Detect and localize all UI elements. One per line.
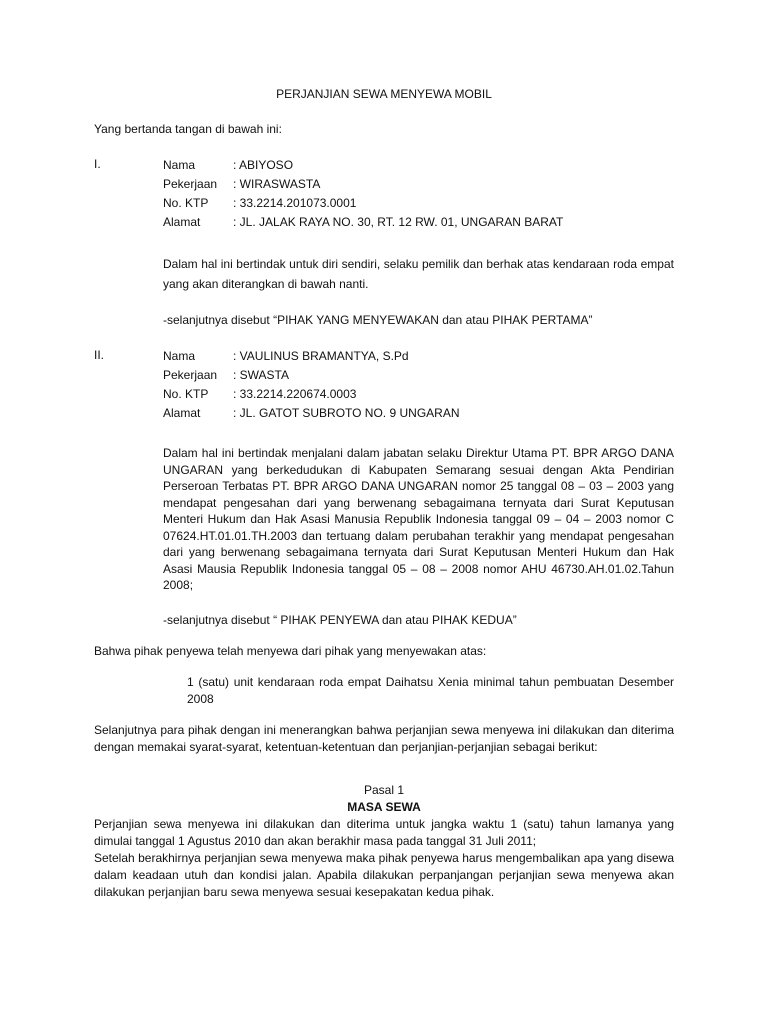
party-two [94,347,674,629]
field-value: : JL. GATOT SUBROTO NO. 9 UNGARAN [233,406,460,420]
party-one-job-row [163,175,674,194]
party-one-ktp-row [163,194,674,213]
party-two-number: II. [94,348,105,362]
party-two-address-row [163,404,674,423]
rental-statement: Bahwa pihak penyewa telah menyewa dari pihak yang menyewakan atas: [94,643,487,658]
field-label: Alamat [163,215,201,229]
field-label: No. KTP [163,196,209,210]
party-two-referred-as: -selanjutnya disebut “ PIHAK PENYEWA dan atau PIHAK KEDUA” [163,612,517,627]
pasal-heading: MASA SEWA [347,799,421,814]
pasal-paragraph-two: Setelah berakhirnya perjanjian sewa menyewa maka pihak penyewa harus mengembalikan apa yang disewa dalam keadaan utuh dan kondisi jalan. Apabila dilakukan perpanjangan perjanjian sewa menyewa akan dilakukan perjanjian baru sewa menyewa sesuai kesepakatan kedua pihak. [94,850,674,899]
field-value: : JL. JALAK RAYA NO. 30, RT. 12 RW. 01, UNGARAN BARAT [233,215,564,229]
agreement-text: Selanjutnya para pihak dengan ini menerangkan bahwa perjanjian sewa menyewa ini dilakukan dan diterima dengan memakai syarat-syarat, ketentuan-ketentuan dan perjanjian-perjanjian sebagai berikut: [94,722,674,754]
party-two-description: Dalam hal ini bertindak menjalani dalam jabatan selaku Direktur Utama PT. BPR ARGO DANA UNGARAN yang berkedudukan di Kabupaten Semarang sesuai dengan Akta Pendirian Perseroan Terbatas PT. BPR ARGO DANA UNGARAN nomor 25 tanggal 08 – 03 – 2003 yang mendapat pengesahan dari yang berwenang sebagaimana ternyata dari Surat Keputusan Menteri Hukum dan Hak Asasi Manusia Republik Indonesia tanggal 09 – 04 – 2003 nomor C 07624.HT.01.01.TH.2003 dan tertuang dalam perubahan terakhir yang mendapat pengesahan dari yang berwenang sebagaimana ternyata dari Surat Keputusan Menteri Hukum dan Hak Asasi Mausia Republik Indonesia tanggal 05 – 08 – 2008 nomor AHU 46730.AH.01.02.Tahun 2008; [163,446,674,592]
field-label: Nama [163,349,196,363]
pasal-number: Pasal 1 [363,782,405,797]
field-value: : WIRASWASTA [233,177,321,191]
field-label: Nama [163,158,196,172]
pasal-paragraph-one: Perjanjian sewa menyewa ini dilakukan dan diterima untuk jangka waktu 1 (satu) tahun lamanya yang dimulai tanggal 1 Agustus 2010 dan akan berakhir masa pada tanggal 31 Juli 2011; [94,816,674,848]
field-value: : 33.2214.201073.0001 [233,196,357,210]
field-label: Alamat [163,406,201,420]
party-one-referred-as: -selanjutnya disebut “PIHAK YANG MENYEWAKAN dan atau PIHAK PERTAMA” [163,313,593,327]
party-one-address-row [163,213,674,232]
party-one-number: I. [94,157,101,171]
party-two-name-row [163,347,674,366]
field-value: : ABIYOSO [233,158,294,172]
field-value: : SWASTA [233,368,290,382]
party-one-name-row [163,156,674,175]
document-title: PERJANJIAN SEWA MENYEWA MOBIL [276,87,492,101]
vehicle-description: 1 (satu) unit kendaraan roda empat Daihatsu Xenia minimal tahun pembuatan Desember 2008 [187,674,674,706]
party-two-job-row [163,366,674,385]
field-label: Pekerjaan [163,368,218,382]
party-one-description: Dalam hal ini bertindak untuk diri sendiri, selaku pemilik dan berhak atas kendaraan roda empat yang akan diterangkan di bawah nanti. [163,257,674,291]
party-one [94,156,674,329]
field-label: Pekerjaan [163,177,218,191]
field-value: : VAULINUS BRAMANTYA, S.Pd [233,349,409,363]
field-value: : 33.2214.220674.0003 [233,387,357,401]
party-two-ktp-row [163,385,674,404]
intro-text: Yang bertanda tangan di bawah ini: [94,122,282,136]
field-label: No. KTP [163,387,209,401]
